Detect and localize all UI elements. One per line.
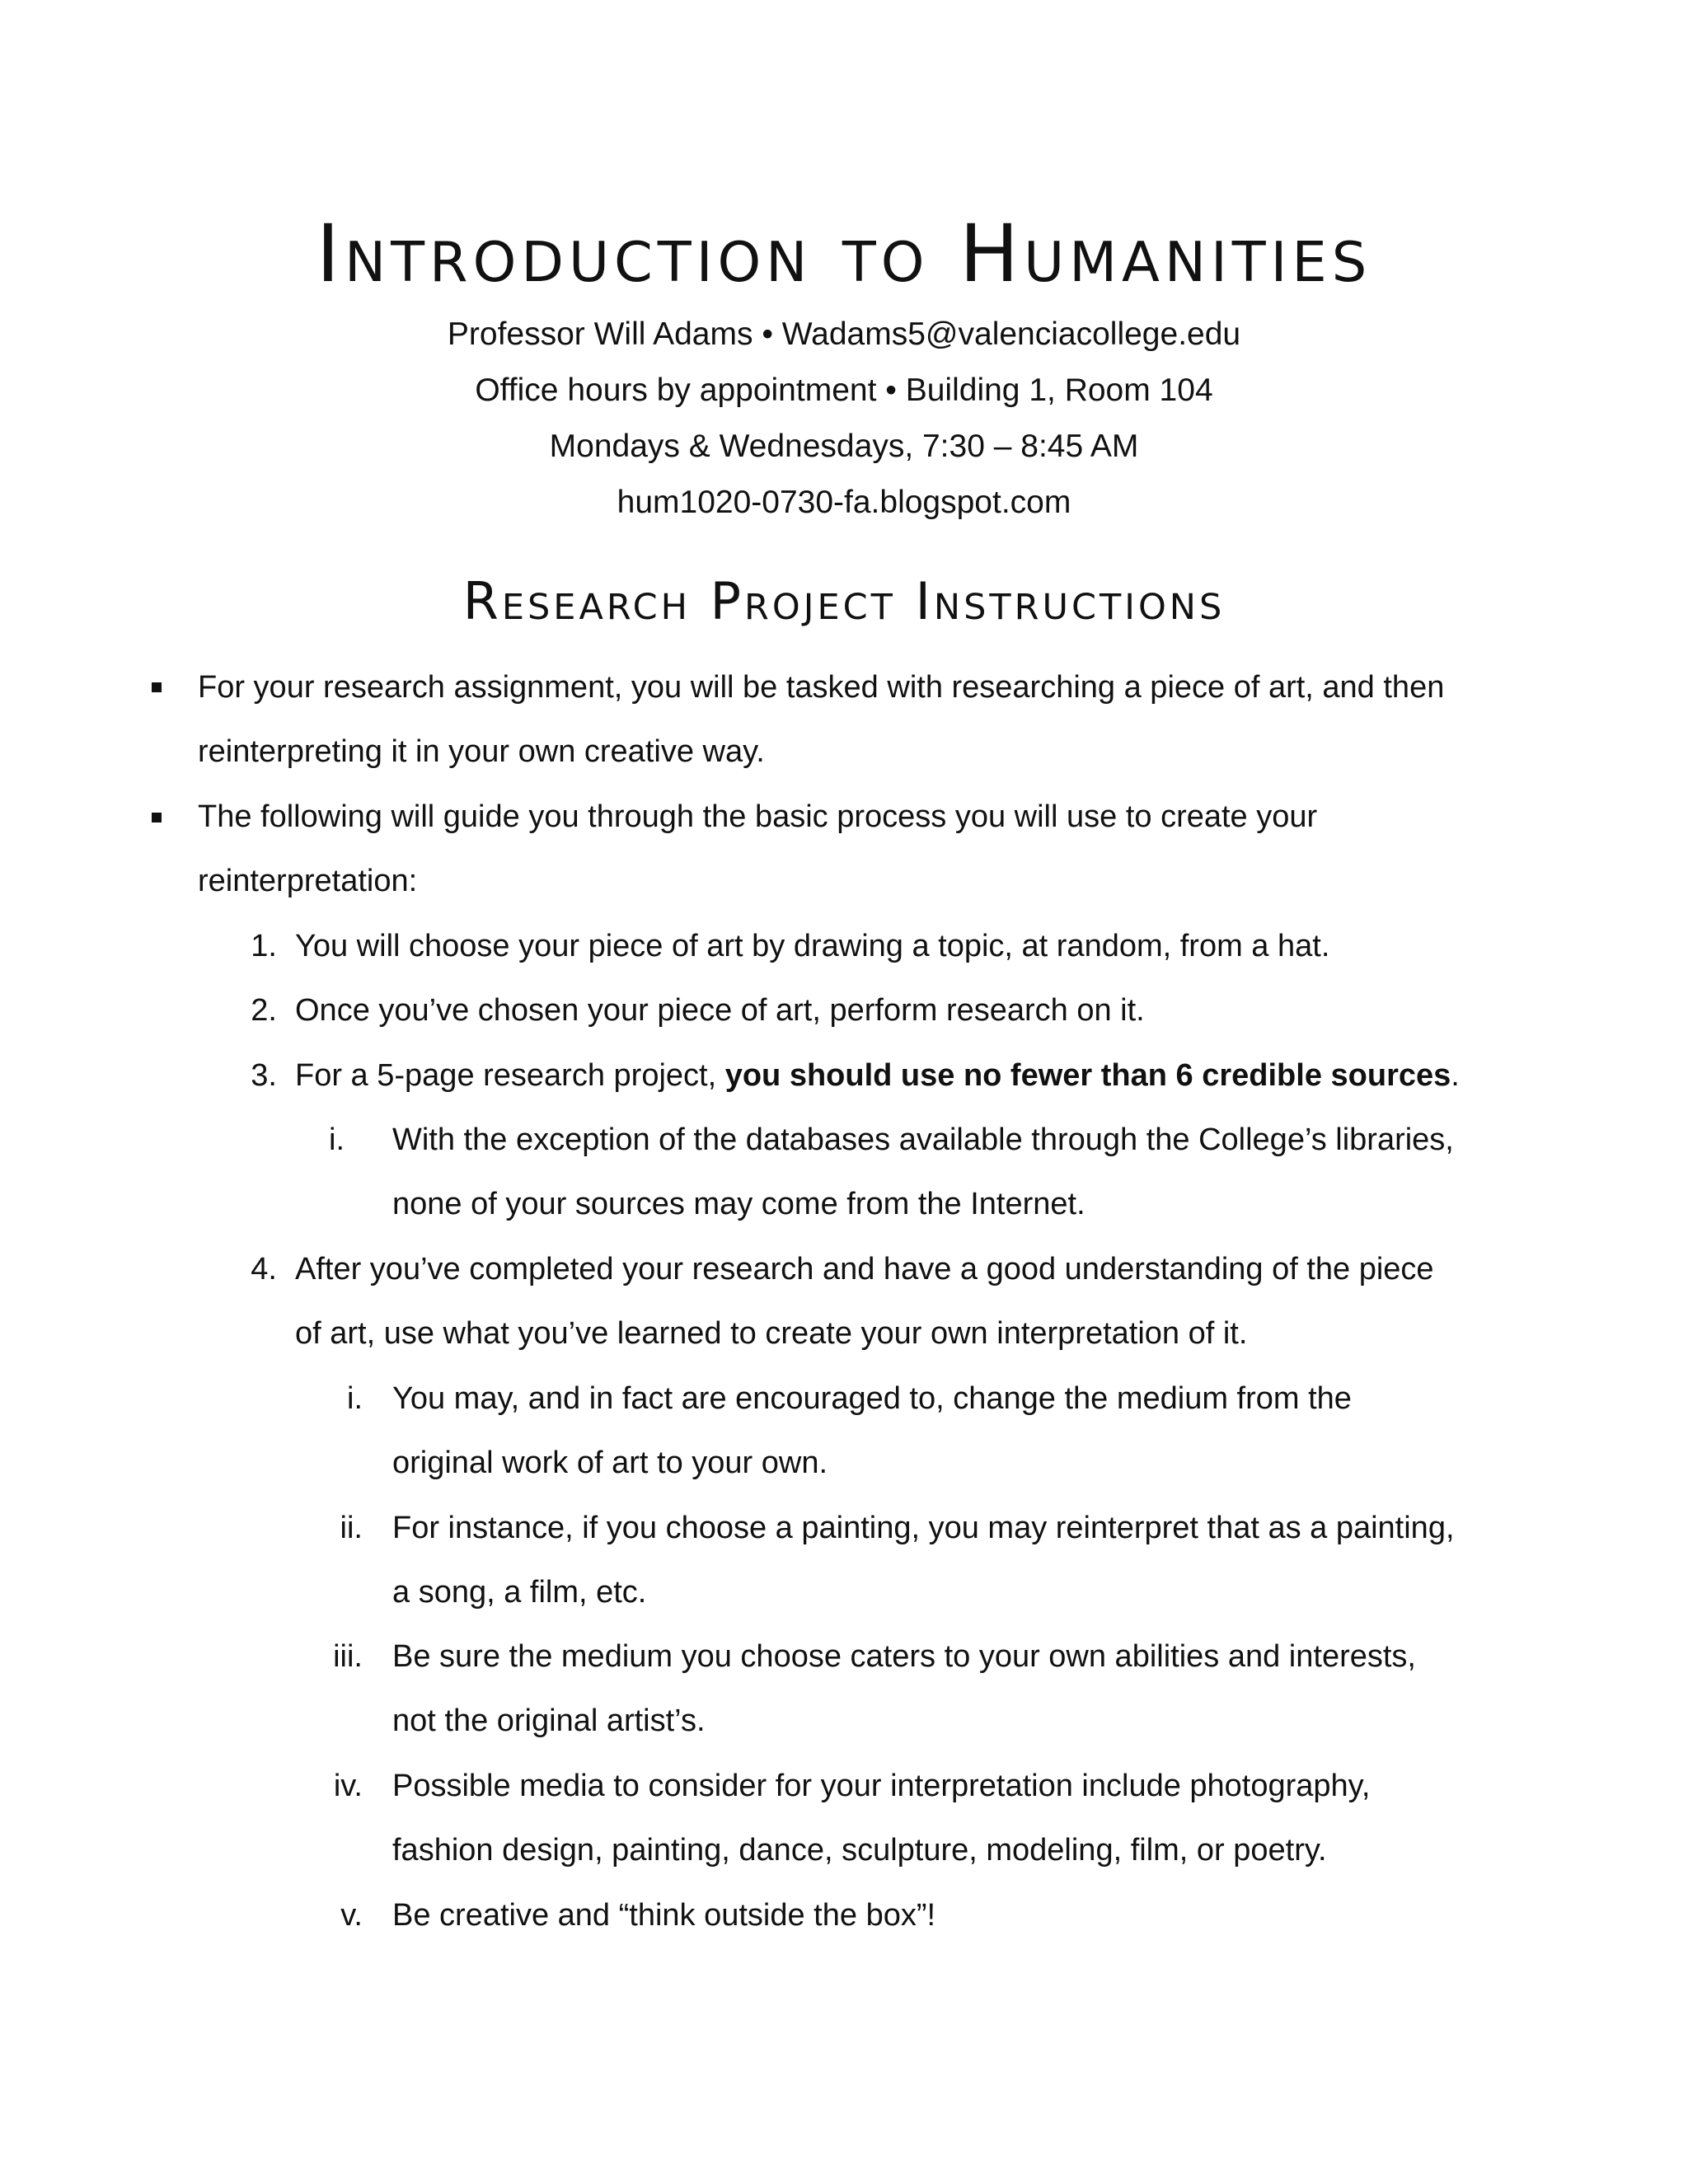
step-1-number: 1. bbox=[251, 929, 277, 963]
course-title: Introduction to Humanities bbox=[316, 208, 1372, 300]
step-3-text bbox=[295, 1056, 1460, 1095]
step-4-sub-ii-line-1: For instance, if you choose a painting, you may reinterpret that as a painting, bbox=[392, 1511, 1455, 1545]
bullet-1-line-2: reinterpreting it in your own creative way. bbox=[198, 734, 765, 769]
step-3-number: 3. bbox=[251, 1058, 277, 1093]
bullet-2-line-2: reinterpretation: bbox=[198, 864, 418, 898]
step-4-sub-v-line-1: Be creative and “think outside the box”! bbox=[392, 1898, 936, 1933]
step-4-line-2: of art, use what you’ve learned to create your own interpretation of it. bbox=[295, 1316, 1248, 1351]
contact-professor-email: Professor Will Adams • Wadams5@valenciacollege.edu bbox=[447, 316, 1241, 352]
step-4-sub-iii-marker: iii. bbox=[333, 1639, 363, 1674]
step-4-number: 4. bbox=[251, 1252, 277, 1286]
step-2-text: Once you’ve chosen your piece of art, perform research on it. bbox=[295, 993, 1145, 1028]
bullet-2-line-1: The following will guide you through the basic process you will use to create your bbox=[198, 799, 1318, 834]
bullet-marker bbox=[152, 682, 162, 692]
step-2-number: 2. bbox=[251, 993, 277, 1028]
step-4-sub-i-line-2: original work of art to your own. bbox=[392, 1446, 828, 1480]
bullet-marker bbox=[152, 813, 162, 823]
step-4-sub-iii-line-1: Be sure the medium you choose caters to your own abilities and interests, bbox=[392, 1639, 1416, 1674]
step-4-sub-iii-line-2: not the original artist’s. bbox=[392, 1704, 706, 1738]
step-4-sub-iv-line-2: fashion design, painting, dance, sculpture, modeling, film, or poetry. bbox=[392, 1833, 1327, 1868]
step-1-text: You will choose your piece of art by drawing a topic, at random, from a hat. bbox=[295, 929, 1330, 963]
section-title: Research Project Instructions bbox=[462, 571, 1226, 631]
step-3-suffix: . bbox=[1451, 1058, 1460, 1093]
step-4-sub-i-line-1: You may, and in fact are encouraged to, change the medium from the bbox=[392, 1381, 1352, 1416]
step-3-emphasis: you should use no fewer than 6 credible sources bbox=[724, 1058, 1451, 1093]
contact-office-hours: Office hours by appointment • Building 1, Room 104 bbox=[475, 373, 1213, 408]
step-3-sub-i-line-2: none of your sources may come from the Internet. bbox=[392, 1187, 1085, 1221]
step-4-line-1: After you’ve completed your research and have a good understanding of the piece bbox=[295, 1252, 1434, 1286]
step-4-sub-v-marker: v. bbox=[340, 1898, 363, 1933]
step-3-sub-i-line-1: With the exception of the databases available through the College’s libraries, bbox=[392, 1122, 1454, 1157]
step-4-sub-i-marker: i. bbox=[347, 1381, 363, 1416]
step-3-prefix: For a 5-page research project, bbox=[295, 1058, 725, 1093]
contact-schedule: Mondays & Wednesdays, 7:30 – 8:45 AM bbox=[549, 429, 1139, 464]
step-3-sub-i-marker: i. bbox=[329, 1122, 345, 1157]
step-4-sub-ii-line-2: a song, a film, etc. bbox=[392, 1575, 647, 1610]
step-4-sub-iv-marker: iv. bbox=[333, 1769, 363, 1803]
step-4-sub-iv-line-1: Possible media to consider for your interpretation include photography, bbox=[392, 1769, 1371, 1803]
contact-blog-url: hum1020-0730-fa.blogspot.com bbox=[617, 485, 1071, 520]
bullet-1-line-1: For your research assignment, you will be tasked with researching a piece of art, and then bbox=[198, 670, 1445, 705]
step-4-sub-ii-marker: ii. bbox=[340, 1511, 363, 1545]
